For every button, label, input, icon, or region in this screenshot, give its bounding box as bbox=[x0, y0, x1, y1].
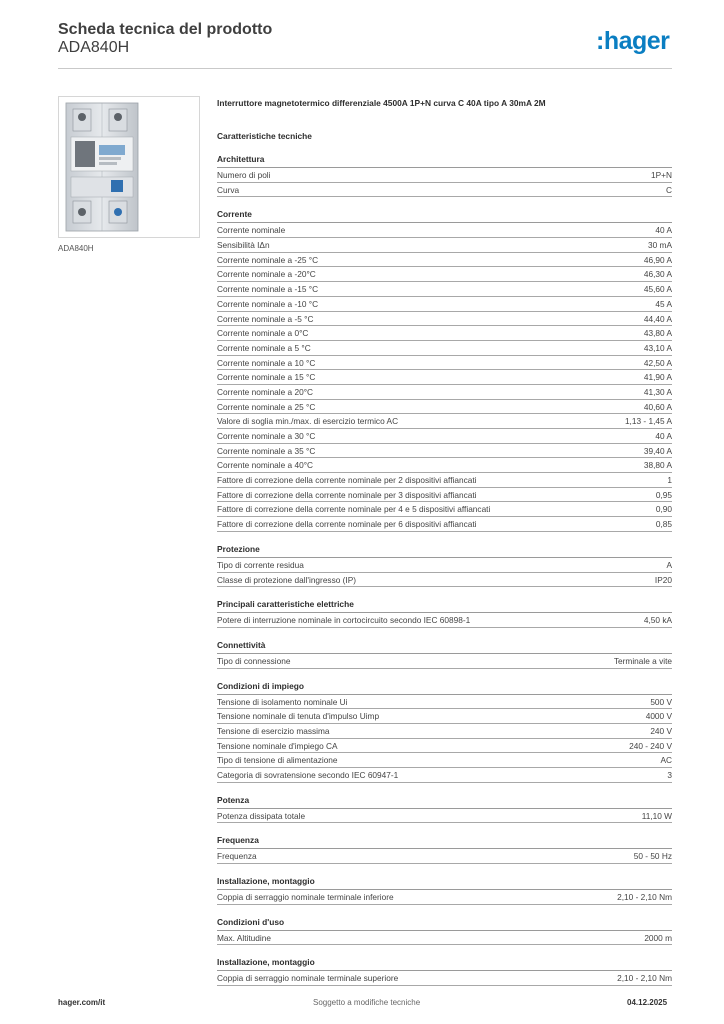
specs-heading: Caratteristiche tecniche bbox=[217, 131, 312, 141]
spec-row bbox=[217, 695, 672, 710]
spec-row bbox=[217, 370, 672, 385]
footer-notice: Soggetto a modifiche tecniche bbox=[313, 998, 421, 1007]
spec-value: 4000 V bbox=[645, 711, 672, 722]
spec-value: 40,60 A bbox=[643, 401, 672, 412]
spec-value: 43,80 A bbox=[643, 328, 672, 339]
spec-value: 45 A bbox=[655, 298, 672, 309]
spec-row bbox=[217, 890, 672, 905]
spec-label: Tensione di isolamento nominale Ui bbox=[217, 696, 348, 707]
spec-label: Potere di interruzione nominale in cortocircuito secondo IEC 60898-1 bbox=[217, 615, 471, 626]
spec-value: 30 mA bbox=[648, 240, 672, 251]
spec-value: 40 A bbox=[655, 225, 672, 236]
spec-value: AC bbox=[660, 755, 672, 766]
spec-row bbox=[217, 356, 672, 371]
spec-value: 50 - 50 Hz bbox=[633, 851, 672, 862]
datasheet-content bbox=[217, 97, 672, 986]
spec-value: Terminale a vite bbox=[613, 655, 672, 666]
spec-value: 2,10 - 2,10 Nm bbox=[617, 892, 672, 903]
spec-value: 38,80 A bbox=[643, 460, 672, 471]
spec-section bbox=[217, 681, 672, 783]
hager-logo bbox=[596, 27, 669, 56]
section-heading: Protezione bbox=[217, 544, 672, 558]
spec-label: Corrente nominale a 25 °C bbox=[217, 401, 316, 412]
spec-label: Tensione di esercizio massima bbox=[217, 725, 330, 736]
spec-label: Coppia di serraggio nominale terminale superiore bbox=[217, 973, 399, 984]
spec-section bbox=[217, 154, 672, 197]
spec-label: Coppia di serraggio nominale terminale inferiore bbox=[217, 892, 394, 903]
spec-row bbox=[217, 709, 672, 724]
spec-section bbox=[217, 209, 672, 531]
spec-row bbox=[217, 385, 672, 400]
spec-value: 41,90 A bbox=[643, 372, 672, 383]
spec-value: 11,10 W bbox=[641, 810, 672, 821]
spec-label: Classe di protezione dall'ingresso (IP) bbox=[217, 574, 357, 585]
spec-label: Corrente nominale a -5 °C bbox=[217, 313, 314, 324]
spec-label: Corrente nominale a -25 °C bbox=[217, 254, 319, 265]
spec-value: 45,60 A bbox=[643, 284, 672, 295]
spec-row bbox=[217, 654, 672, 669]
spec-section bbox=[217, 876, 672, 905]
spec-value: 46,90 A bbox=[643, 254, 672, 265]
product-image-caption: ADA840H bbox=[58, 244, 94, 253]
spec-value: C bbox=[666, 184, 672, 195]
spec-value: 40 A bbox=[655, 431, 672, 441]
spec-label: Max. Altitudine bbox=[217, 932, 271, 943]
spec-value: 2000 m bbox=[644, 932, 672, 943]
spec-row bbox=[217, 971, 672, 986]
spec-row bbox=[217, 809, 672, 824]
spec-label: Corrente nominale a 15 °C bbox=[217, 372, 316, 383]
spec-value: 4,50 kA bbox=[643, 615, 672, 626]
spec-label: Fattore di correzione della corrente nominale per 4 e 5 dispositivi affiancati bbox=[217, 504, 491, 515]
spec-label: Corrente nominale a 10 °C bbox=[217, 357, 316, 368]
spec-row bbox=[217, 238, 672, 253]
spec-value: 46,30 A bbox=[643, 269, 672, 280]
spec-label: Fattore di correzione della corrente nominale per 2 dispositivi affiancati bbox=[217, 475, 477, 486]
spec-label: Valore di soglia min./max. di esercizio termico AC bbox=[217, 416, 399, 427]
spec-row bbox=[217, 488, 672, 503]
spec-sections bbox=[217, 154, 672, 986]
spec-row bbox=[217, 444, 672, 459]
spec-label: Corrente nominale a 5 °C bbox=[217, 342, 311, 353]
spec-row bbox=[217, 341, 672, 356]
spec-value: 1P+N bbox=[651, 170, 672, 180]
spec-row bbox=[217, 458, 672, 473]
spec-row bbox=[217, 768, 672, 783]
spec-value: 42,50 A bbox=[643, 357, 672, 368]
spec-label: Corrente nominale a -10 °C bbox=[217, 298, 319, 309]
spec-row bbox=[217, 931, 672, 946]
spec-label: Tipo di tensione di alimentazione bbox=[217, 755, 338, 766]
header-divider bbox=[58, 68, 672, 69]
spec-label: Corrente nominale a 35 °C bbox=[217, 445, 316, 456]
spec-value: 240 - 240 V bbox=[629, 740, 672, 751]
section-heading: Frequenza bbox=[217, 835, 672, 849]
spec-row bbox=[217, 223, 672, 238]
spec-row bbox=[217, 267, 672, 282]
spec-label: Tipo di connessione bbox=[217, 655, 291, 666]
spec-label: Curva bbox=[217, 184, 240, 195]
spec-section bbox=[217, 599, 672, 628]
spec-label: Corrente nominale a 0°C bbox=[217, 328, 309, 339]
spec-row bbox=[217, 573, 672, 588]
spec-row bbox=[217, 282, 672, 297]
spec-section bbox=[217, 957, 672, 986]
spec-label: Fattore di correzione della corrente nominale per 6 dispositivi affiancati bbox=[217, 519, 477, 530]
spec-row bbox=[217, 297, 672, 312]
logo-colon: : bbox=[596, 27, 604, 55]
spec-row bbox=[217, 312, 672, 327]
spec-value: 39,40 A bbox=[643, 445, 672, 456]
spec-value: 43,10 A bbox=[643, 342, 672, 353]
spec-row bbox=[217, 400, 672, 415]
page-title: Scheda tecnica del prodotto bbox=[58, 21, 273, 38]
spec-value: 0,95 bbox=[655, 489, 672, 500]
spec-label: Corrente nominale a 40°C bbox=[217, 460, 314, 471]
section-heading: Condizioni di impiego bbox=[217, 681, 672, 695]
spec-row bbox=[217, 473, 672, 488]
spec-section bbox=[217, 835, 672, 864]
spec-row bbox=[217, 183, 672, 198]
spec-label: Fattore di correzione della corrente nominale per 3 dispositivi affiancati bbox=[217, 489, 477, 500]
spec-section bbox=[217, 640, 672, 669]
spec-row bbox=[217, 753, 672, 768]
section-heading: Principali caratteristiche elettriche bbox=[217, 599, 672, 613]
section-heading: Architettura bbox=[217, 154, 672, 168]
spec-value: 240 V bbox=[650, 725, 672, 736]
product-code: ADA840H bbox=[58, 39, 130, 56]
spec-label: Frequenza bbox=[217, 851, 257, 862]
spec-row bbox=[217, 724, 672, 739]
section-heading: Connettività bbox=[217, 640, 672, 654]
spec-label: Tensione nominale di tenuta d'impulso Uimp bbox=[217, 711, 380, 722]
section-heading: Corrente bbox=[217, 209, 672, 223]
spec-label: Corrente nominale bbox=[217, 225, 286, 236]
product-image bbox=[58, 96, 200, 238]
spec-row bbox=[217, 414, 672, 429]
footer-website: hager.com/it bbox=[58, 998, 106, 1007]
spec-row bbox=[217, 558, 672, 573]
spec-label: Corrente nominale a -20°C bbox=[217, 269, 316, 280]
spec-value: 0,90 bbox=[655, 504, 672, 515]
spec-value: 41,30 A bbox=[643, 386, 672, 397]
spec-value: 1 bbox=[667, 475, 672, 486]
spec-label: Sensibilità IΔn bbox=[217, 240, 270, 251]
spec-label: Tipo di corrente residua bbox=[217, 559, 304, 570]
section-heading: Installazione, montaggio bbox=[217, 876, 672, 890]
spec-value: A bbox=[666, 559, 672, 570]
spec-section bbox=[217, 917, 672, 946]
spec-label: Numero di poli bbox=[217, 170, 271, 180]
spec-row bbox=[217, 253, 672, 268]
spec-row bbox=[217, 517, 672, 532]
spec-label: Categoria di sovratensione secondo IEC 60947-1 bbox=[217, 770, 399, 780]
spec-value: IP20 bbox=[654, 574, 672, 585]
spec-label: Corrente nominale a 30 °C bbox=[217, 431, 316, 441]
spec-value: 2,10 - 2,10 Nm bbox=[617, 973, 672, 984]
spec-label: Potenza dissipata totale bbox=[217, 810, 306, 821]
footer-date: 04.12.2025 bbox=[627, 998, 668, 1007]
section-heading: Installazione, montaggio bbox=[217, 957, 672, 971]
spec-value: 0,85 bbox=[655, 519, 672, 530]
spec-row bbox=[217, 326, 672, 341]
logo-text: hager bbox=[603, 27, 670, 55]
spec-section bbox=[217, 544, 672, 587]
product-description: Interruttore magnetotermico differenziale 4500A 1P+N curva C 40A tipo A 30mA 2M bbox=[217, 98, 546, 108]
spec-row bbox=[217, 168, 672, 183]
section-heading: Potenza bbox=[217, 795, 672, 809]
spec-value: 500 V bbox=[650, 696, 672, 707]
section-heading: Condizioni d'uso bbox=[217, 917, 672, 931]
spec-label: Corrente nominale a -15 °C bbox=[217, 284, 319, 295]
spec-section bbox=[217, 795, 672, 824]
spec-row bbox=[217, 429, 672, 444]
spec-row bbox=[217, 739, 672, 754]
spec-label: Tensione nominale d'impiego CA bbox=[217, 740, 338, 751]
spec-row bbox=[217, 502, 672, 517]
spec-value: 3 bbox=[667, 770, 672, 780]
spec-label: Corrente nominale a 20°C bbox=[217, 386, 314, 397]
spec-row bbox=[217, 613, 672, 628]
spec-row bbox=[217, 849, 672, 864]
circuit-breaker-image bbox=[59, 97, 199, 237]
spec-value: 1,13 - 1,45 A bbox=[624, 416, 672, 427]
spec-value: 44,40 A bbox=[643, 313, 672, 324]
